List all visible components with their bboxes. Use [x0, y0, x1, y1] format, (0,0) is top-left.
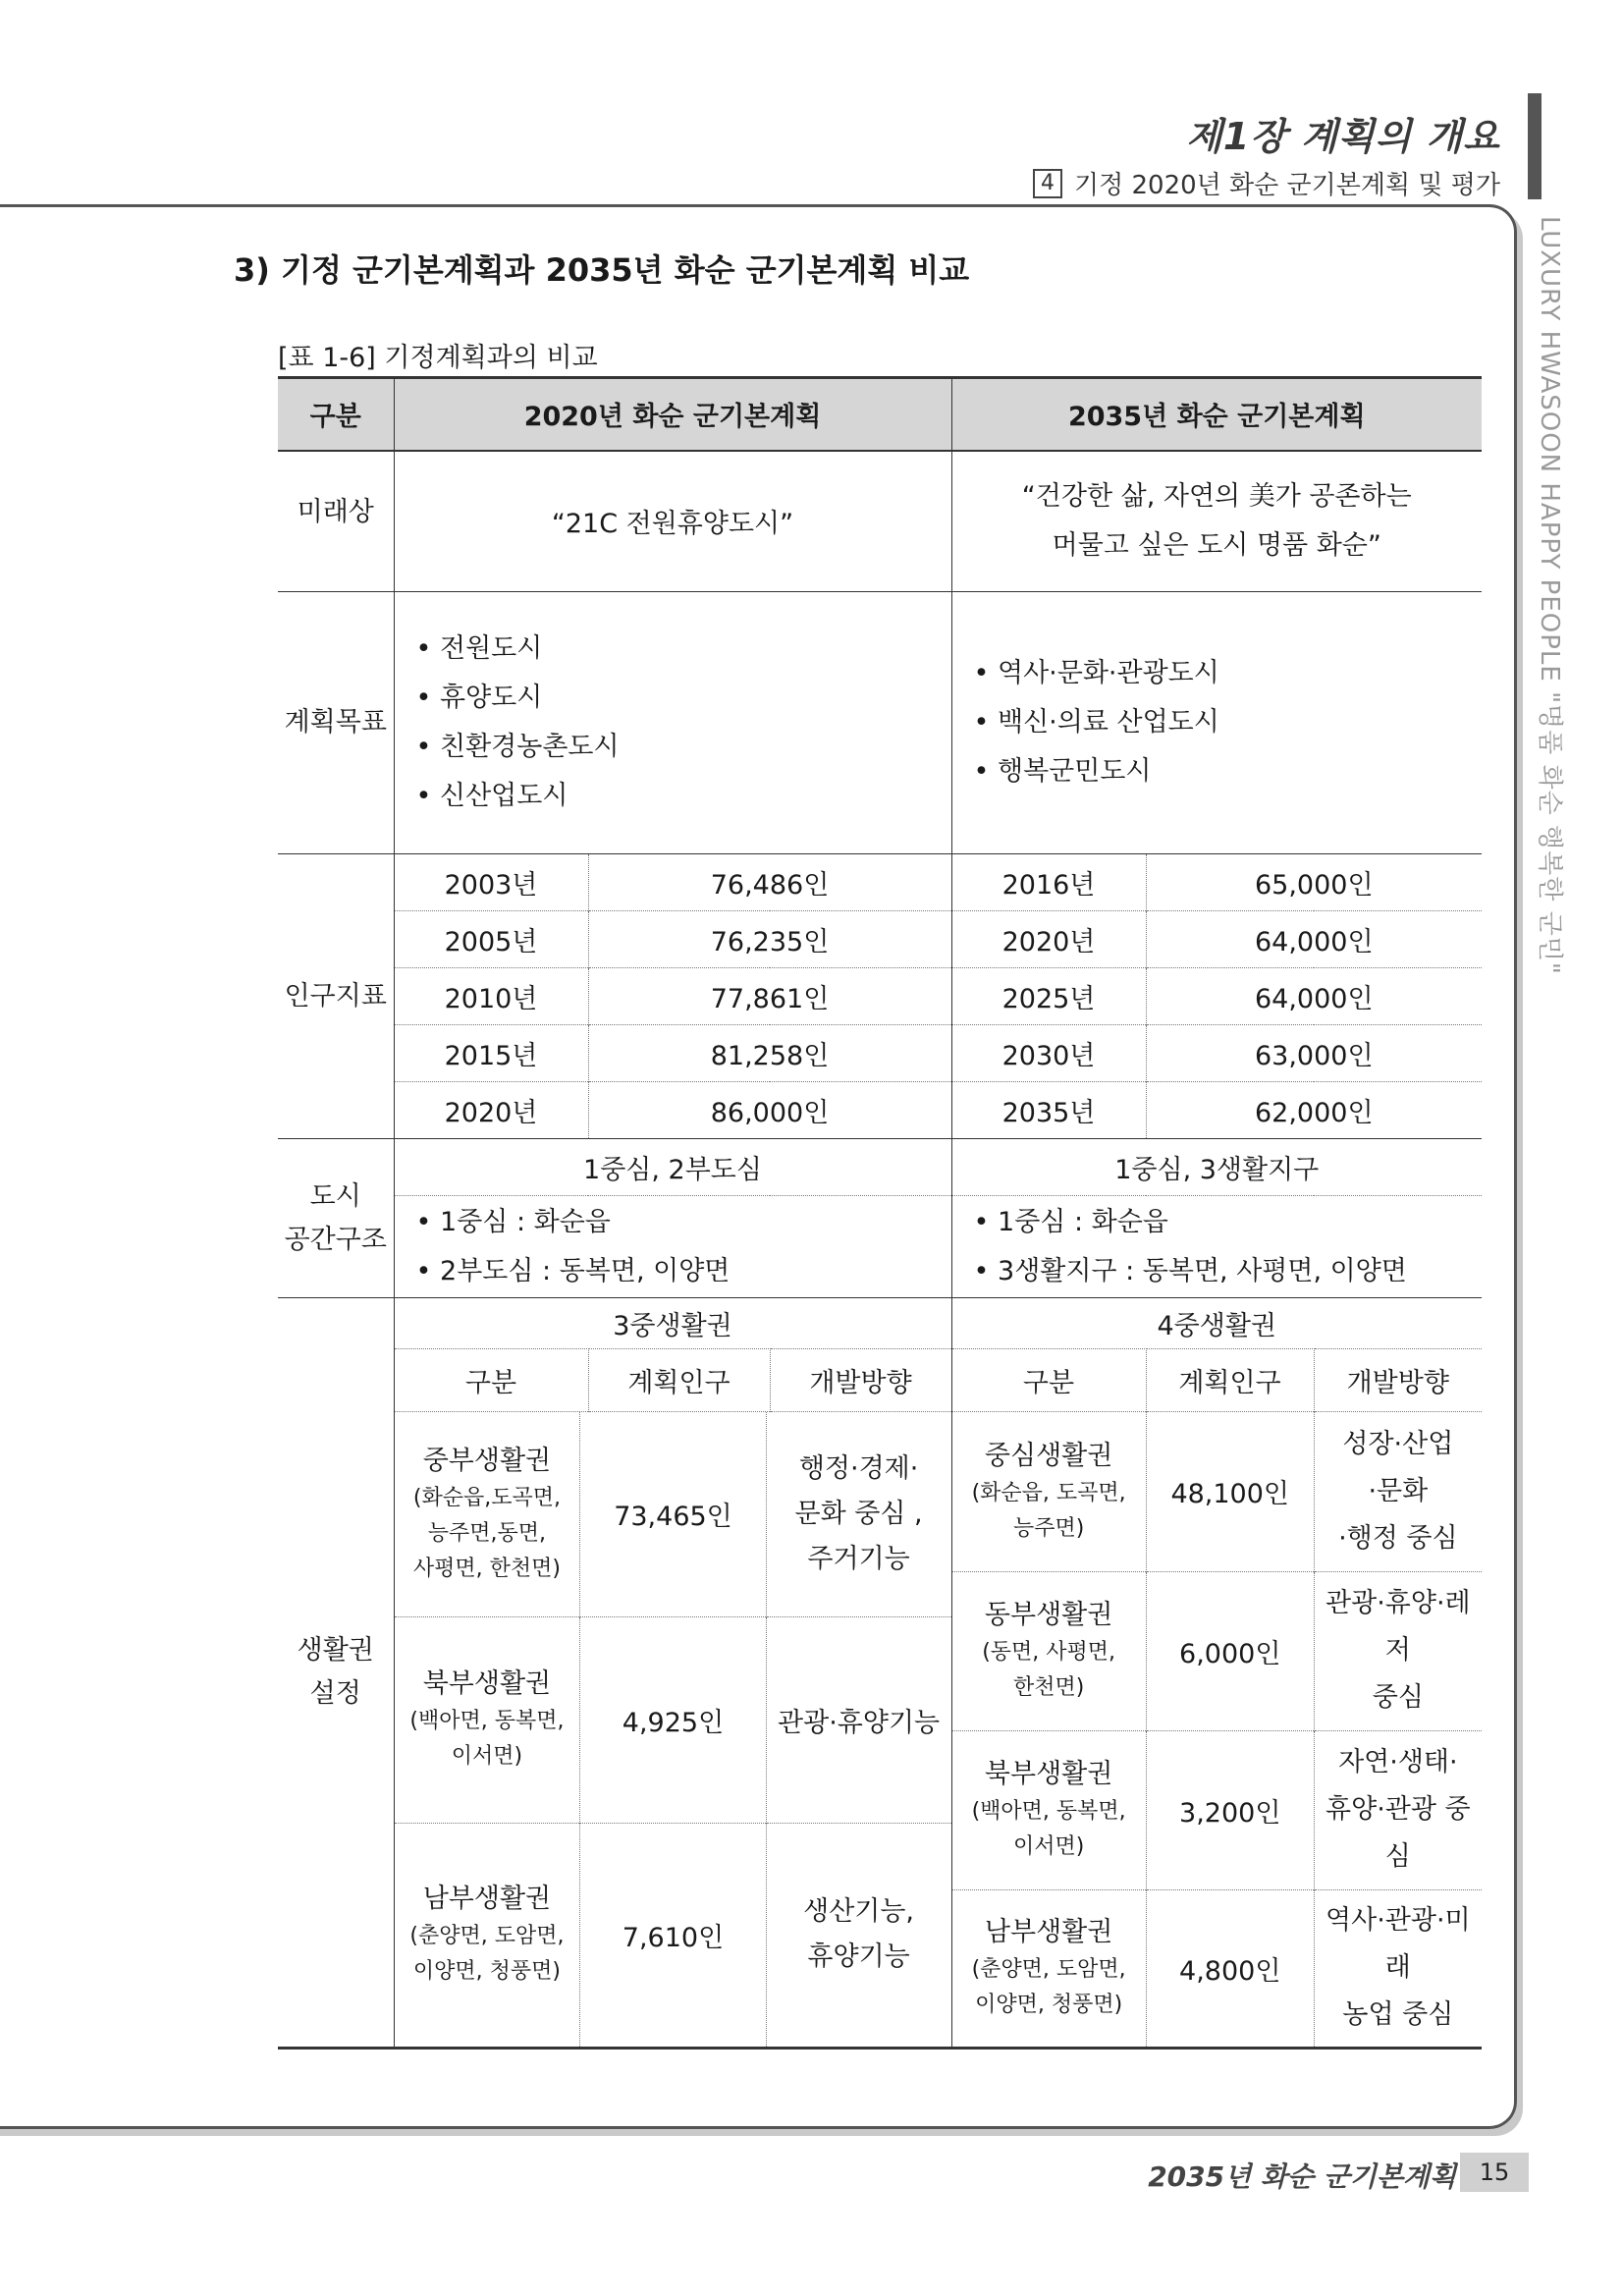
header-accent-bar	[1528, 93, 1542, 199]
living-2035-row	[952, 1412, 1483, 1571]
spatial-label	[278, 1139, 394, 1298]
spatial-2020-summary: 1중심, 2부도심	[394, 1139, 951, 1196]
direction-line: 휴양·관광 중심	[1325, 1794, 1471, 1872]
living-2035-row	[952, 1571, 1483, 1730]
area-towns: 능주면,동면,	[427, 1520, 547, 1546]
spatial-2035-item: • 3생활지구 : 동복면, 사평면, 이양면	[974, 1247, 1483, 1296]
sub-header-population: 계획인구	[1146, 1349, 1314, 1412]
pop-year-2020plan: 2003년	[394, 854, 588, 911]
area-towns: 이양면, 청풍면)	[412, 1959, 561, 1985]
table-header-row	[278, 378, 1482, 451]
area-towns: (춘양면, 도암면,	[971, 1957, 1126, 1983]
area-name: 중심생활권	[984, 1440, 1113, 1471]
direction-line: 행정·경제·	[798, 1452, 919, 1484]
area-population: 73,465인	[580, 1412, 766, 1616]
direction-line: 주거기능	[807, 1543, 910, 1574]
living-2035-row	[952, 1889, 1483, 2047]
area-towns: (백아면, 동복면,	[971, 1799, 1126, 1824]
spatial-2020-item: • 1중심 : 화순읍	[416, 1198, 951, 1247]
pop-year-2035plan: 2025년	[951, 968, 1146, 1025]
header-plan-2020: 2020년 화순 군기본계획	[394, 378, 951, 451]
area-towns: (춘양면, 도암면,	[409, 1924, 565, 1949]
pop-value-2020plan: 77,861인	[588, 968, 951, 1025]
spatial-label-line2: 공간구조	[284, 1224, 387, 1255]
area-name-cell	[952, 1412, 1147, 1571]
area-name: 중부생활권	[422, 1445, 552, 1476]
goal-2035-item: • 백신·의료 산업도시	[974, 698, 1483, 747]
table-caption: [표 1-6] 기정계획과의 비교	[278, 343, 598, 373]
spatial-2020-item: • 2부도심 : 동복면, 이양면	[416, 1247, 951, 1296]
area-towns: 이양면, 청풍면)	[975, 1993, 1123, 2018]
sub-header-direction: 개발방향	[770, 1349, 951, 1412]
direction-line: 관광·휴양기능	[778, 1707, 941, 1738]
area-name-cell	[395, 1616, 580, 1823]
pop-value-2035plan: 64,000인	[1146, 968, 1482, 1025]
pop-value-2035plan: 64,000인	[1146, 911, 1482, 968]
area-population: 4,800인	[1146, 1889, 1314, 2047]
goals-label: 계획목표	[278, 592, 394, 854]
area-towns: (백아면, 동복면,	[409, 1709, 565, 1733]
area-population: 6,000인	[1146, 1571, 1314, 1730]
goals-2020	[394, 592, 951, 854]
sub-header-division: 구분	[394, 1349, 588, 1412]
area-direction	[766, 1616, 950, 1823]
pop-year-2035plan: 2016년	[951, 854, 1146, 911]
living-2020-row	[395, 1616, 951, 1823]
living-2020-detail	[394, 1412, 951, 2049]
direction-line: 문화 중심 ,	[794, 1498, 923, 1529]
pop-value-2020plan: 76,235인	[588, 911, 951, 968]
living-label-line2: 설정	[309, 1678, 361, 1709]
pop-year-2020plan: 2010년	[394, 968, 588, 1025]
population-row	[278, 968, 1482, 1025]
area-direction	[766, 1412, 950, 1616]
living-2035-table	[952, 1412, 1483, 2047]
goal-2020-item: • 친환경농촌도시	[416, 723, 951, 772]
pop-value-2035plan: 62,000인	[1146, 1082, 1482, 1139]
area-name-cell	[395, 1823, 580, 2047]
area-towns: 한천면)	[1012, 1675, 1085, 1700]
direction-line: 성장·산업	[1342, 1428, 1454, 1459]
living-2020-row	[395, 1823, 951, 2047]
footer-title: 2035년 화순 군기본계획	[1148, 2160, 1456, 2193]
area-towns: (화순읍,도곡면,	[412, 1485, 561, 1510]
area-direction	[1314, 1889, 1482, 2047]
pop-value-2020plan: 86,000인	[588, 1082, 951, 1139]
page-number: 15	[1460, 2153, 1529, 2192]
goal-2035-item: • 행복군민도시	[974, 747, 1483, 796]
area-towns: 이서면)	[451, 1744, 523, 1769]
vision-2035-line1: “건강한 삶, 자연의 美가 공존하는	[1021, 480, 1412, 512]
pop-year-2035plan: 2035년	[951, 1082, 1146, 1139]
direction-line: 휴양기능	[807, 1941, 910, 1973]
area-population: 48,100인	[1146, 1412, 1314, 1571]
area-name: 동부생활권	[984, 1600, 1113, 1630]
direction-line: ·문화	[1368, 1475, 1429, 1506]
living-detail-row	[278, 1412, 1482, 2049]
vision-row	[278, 451, 1482, 592]
section-title: 3) 기정 군기본계획과 2035년 화순 군기본계획 비교	[234, 251, 970, 289]
direction-line: 자연·생태·	[1338, 1747, 1458, 1777]
direction-line: 생산기능,	[803, 1896, 915, 1928]
vision-label: 미래상	[278, 451, 394, 592]
area-towns: (동면, 사평면,	[982, 1640, 1116, 1665]
pop-value-2020plan: 76,486인	[588, 854, 951, 911]
vision-2020: “21C 전원휴양도시”	[394, 451, 951, 592]
living-summary-row	[278, 1298, 1482, 1349]
header-category: 구분	[278, 378, 394, 451]
living-2035-summary: 4중생활권	[951, 1298, 1482, 1349]
area-name: 남부생활권	[984, 1917, 1113, 1948]
area-direction	[1314, 1412, 1482, 1571]
direction-line: 관광·휴양·레저	[1325, 1588, 1471, 1666]
goals-2035	[951, 592, 1482, 854]
pop-value-2035plan: 65,000인	[1146, 854, 1482, 911]
vision-2035-line2: 머물고 싶은 도시 명품 화순”	[1052, 529, 1381, 561]
pop-year-2020plan: 2015년	[394, 1025, 588, 1082]
goal-2020-item: • 전원도시	[416, 625, 951, 674]
spatial-2020-detail	[394, 1196, 951, 1298]
living-label-line1: 생활권	[297, 1635, 374, 1666]
area-direction	[1314, 1730, 1482, 1889]
area-name-cell	[395, 1412, 580, 1616]
spatial-label-line1: 도시	[309, 1180, 361, 1212]
area-towns: 사평면, 한천면)	[412, 1556, 561, 1581]
section-subtitle	[1033, 165, 1500, 201]
sub-header-population: 계획인구	[588, 1349, 770, 1412]
direction-line: 역사·관광·미래	[1325, 1905, 1471, 1984]
spatial-detail-row	[278, 1196, 1482, 1298]
area-name: 북부생활권	[984, 1759, 1113, 1789]
area-name: 북부생활권	[422, 1668, 552, 1699]
direction-line: 중심	[1372, 1682, 1424, 1713]
population-row	[278, 1025, 1482, 1082]
living-2035-row	[952, 1730, 1483, 1889]
goal-2020-item: • 휴양도시	[416, 674, 951, 723]
pop-value-2035plan: 63,000인	[1146, 1025, 1482, 1082]
living-label	[278, 1298, 394, 2049]
area-name-cell	[952, 1730, 1147, 1889]
area-name-cell	[952, 1571, 1147, 1730]
pop-year-2020plan: 2005년	[394, 911, 588, 968]
comparison-table	[278, 376, 1482, 2050]
spatial-row	[278, 1139, 1482, 1196]
living-2020-summary: 3중생활권	[394, 1298, 951, 1349]
pop-year-2020plan: 2020년	[394, 1082, 588, 1139]
pop-year-2035plan: 2030년	[951, 1025, 1146, 1082]
vision-2035	[951, 451, 1482, 592]
side-slogan-text: LUXURY HWASOON HAPPY PEOPLE "명품 화순 행복한 군민"	[1535, 216, 1564, 975]
area-towns: 이서면)	[1012, 1834, 1085, 1859]
population-row	[278, 911, 1482, 968]
chapter-title: 제1장 계획의 개요	[1186, 115, 1500, 158]
area-name: 남부생활권	[422, 1884, 552, 1915]
area-name-cell	[952, 1889, 1147, 2047]
pop-year-2035plan: 2020년	[951, 911, 1146, 968]
section-label: 기정 2020년 화순 군기본계획 및 평가	[1074, 171, 1500, 200]
direction-line: ·행정 중심	[1338, 1522, 1458, 1554]
living-2020-table	[395, 1412, 951, 2047]
area-population: 3,200인	[1146, 1730, 1314, 1889]
section-number-box: 4	[1033, 169, 1062, 198]
side-slogan	[1527, 216, 1586, 1100]
sub-header-division: 구분	[951, 1349, 1146, 1412]
living-2020-row	[395, 1412, 951, 1616]
living-subheader-row	[278, 1349, 1482, 1412]
area-direction	[766, 1823, 950, 2047]
pop-value-2020plan: 81,258인	[588, 1025, 951, 1082]
area-towns: 능주면)	[1012, 1515, 1085, 1541]
sub-header-direction: 개발방향	[1314, 1349, 1482, 1412]
living-2035-detail	[951, 1412, 1482, 2049]
area-population: 7,610인	[580, 1823, 766, 2047]
population-label: 인구지표	[278, 854, 394, 1139]
goal-2020-item: • 신산업도시	[416, 772, 951, 821]
area-towns: (화순읍, 도곡면,	[971, 1480, 1126, 1505]
population-row	[278, 854, 1482, 911]
direction-line: 농업 중심	[1342, 1999, 1454, 2031]
spatial-2035-detail	[951, 1196, 1482, 1298]
area-direction	[1314, 1571, 1482, 1730]
spatial-2035-summary: 1중심, 3생활지구	[951, 1139, 1482, 1196]
goal-2035-item: • 역사·문화·관광도시	[974, 649, 1483, 698]
header-plan-2035: 2035년 화순 군기본계획	[951, 378, 1482, 451]
goals-row	[278, 592, 1482, 854]
area-population: 4,925인	[580, 1616, 766, 1823]
population-row	[278, 1082, 1482, 1139]
spatial-2035-item: • 1중심 : 화순읍	[974, 1198, 1483, 1247]
